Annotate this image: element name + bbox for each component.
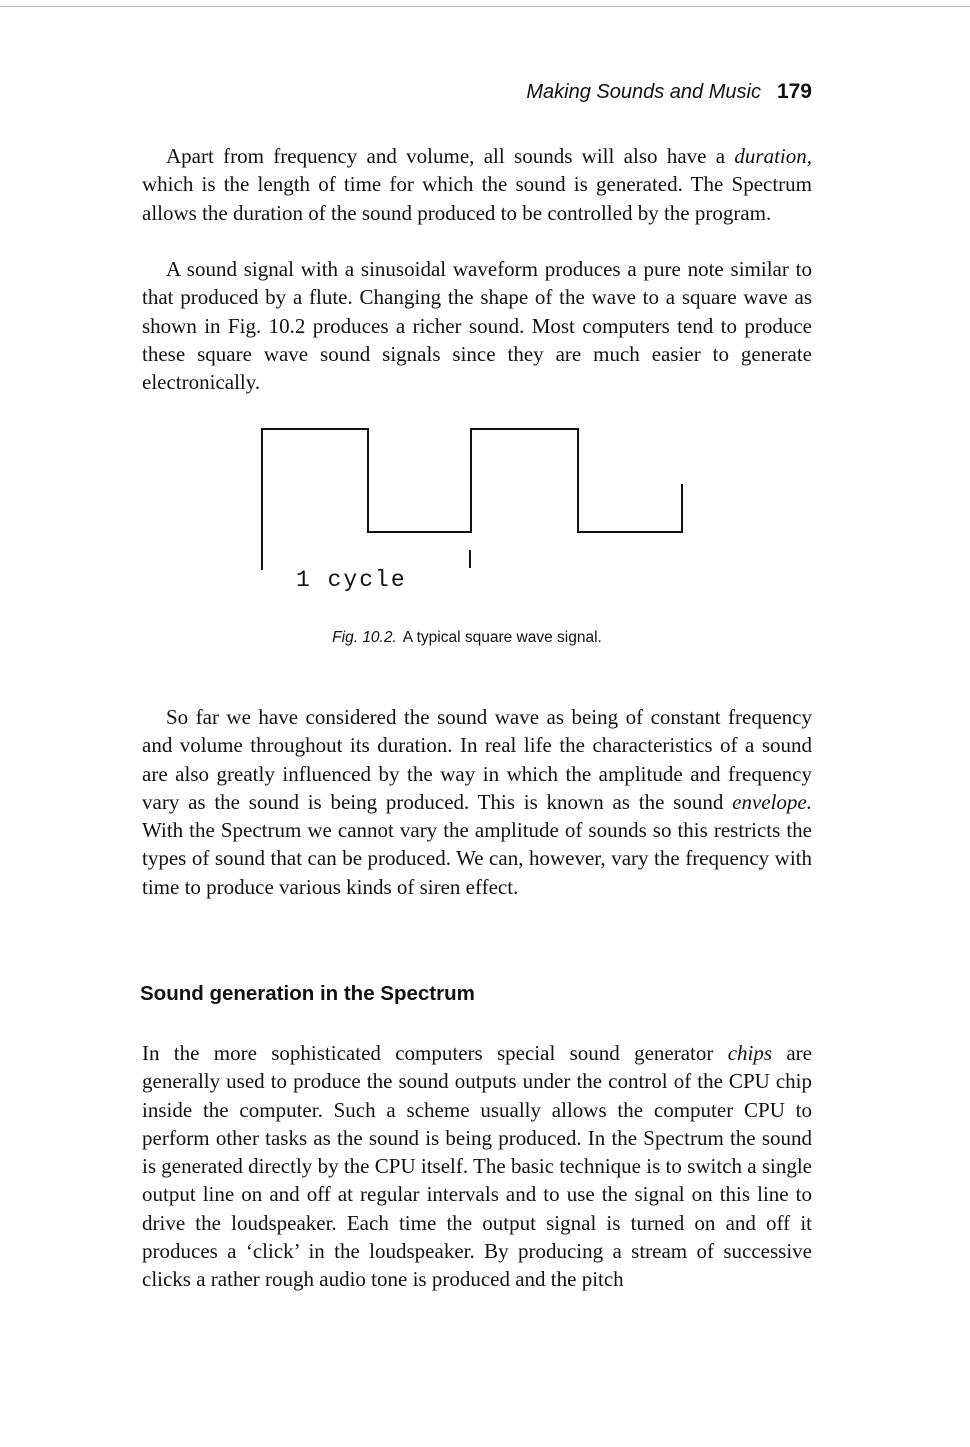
- figure-number: Fig. 10.2.: [332, 629, 397, 646]
- square-wave-line: [262, 429, 682, 570]
- p1-emphasis: duration,: [734, 144, 812, 168]
- p3-text-end: With the Spectrum we cannot vary the amplitude of sounds so this restricts the types of sound that can be produced. We can, however, vary the frequency with time to produce various kinds of siren effect.: [142, 818, 812, 899]
- section-heading: Sound generation in the Spectrum: [140, 982, 475, 1005]
- figure-caption: [142, 629, 792, 647]
- p4-emphasis: chips: [727, 1041, 773, 1065]
- square-wave-figure: [258, 424, 698, 599]
- p1-text-end: which is the length of time for which the sound is generated. The Spectrum allows the duration of the sound produced to be controlled by the program.: [142, 172, 812, 225]
- p3-emphasis: envelope.: [732, 789, 812, 814]
- p1-text-start: Apart from frequency and volume, all sounds will also have a: [166, 144, 735, 168]
- paragraph-sound-generation: [142, 1039, 812, 1294]
- paragraph-square-wave: A sound signal with a sinusoidal waveform produces a pure note similar to that produced by a flute. Changing the shape of the wave to a square wave as shown in Fig. 10.2 produces a richer sound. Most computers tend to produce these square wave sound signals since they are much easier to generate electronically.: [142, 257, 812, 395]
- running-title: Making Sounds and Music: [526, 81, 761, 103]
- p4-text-start: In the more sophisticated computers special sound generator: [142, 1041, 728, 1065]
- figure-caption-text: A typical square wave signal.: [402, 629, 602, 646]
- cycle-label: 1 cycle: [296, 567, 407, 593]
- square-wave-diagram: [258, 424, 698, 599]
- top-rule: [0, 6, 970, 7]
- paragraph-envelope: [142, 703, 812, 901]
- paragraph-duration: [142, 142, 812, 227]
- p4-text-end: are generally used to produce the sound outputs under the control of the CPU chip inside the computer. Such a scheme usually allows the computer CPU to perform other tasks as the sound is being produced. In the Spectrum the sound is generated directly by the CPU itself. The basic technique is to switch a single output line on and off at regular intervals and to use the signal on this line to drive the loudspeaker. Each time the output signal is turned on and off it produces a ‘click’ in the loudspeaker. By producing a stream of successive clicks a rather rough audio tone is produced and the pitch: [142, 1041, 812, 1292]
- running-head: [140, 80, 812, 104]
- page-number: 179: [776, 80, 812, 103]
- p3-text-start: So far we have considered the sound wave as being of constant frequency and volume throughout its duration. In real life the characteristics of a sound are also greatly influenced by the way in which the amplitude and frequency vary as the sound is being produced. This is known as the sound: [142, 705, 812, 814]
